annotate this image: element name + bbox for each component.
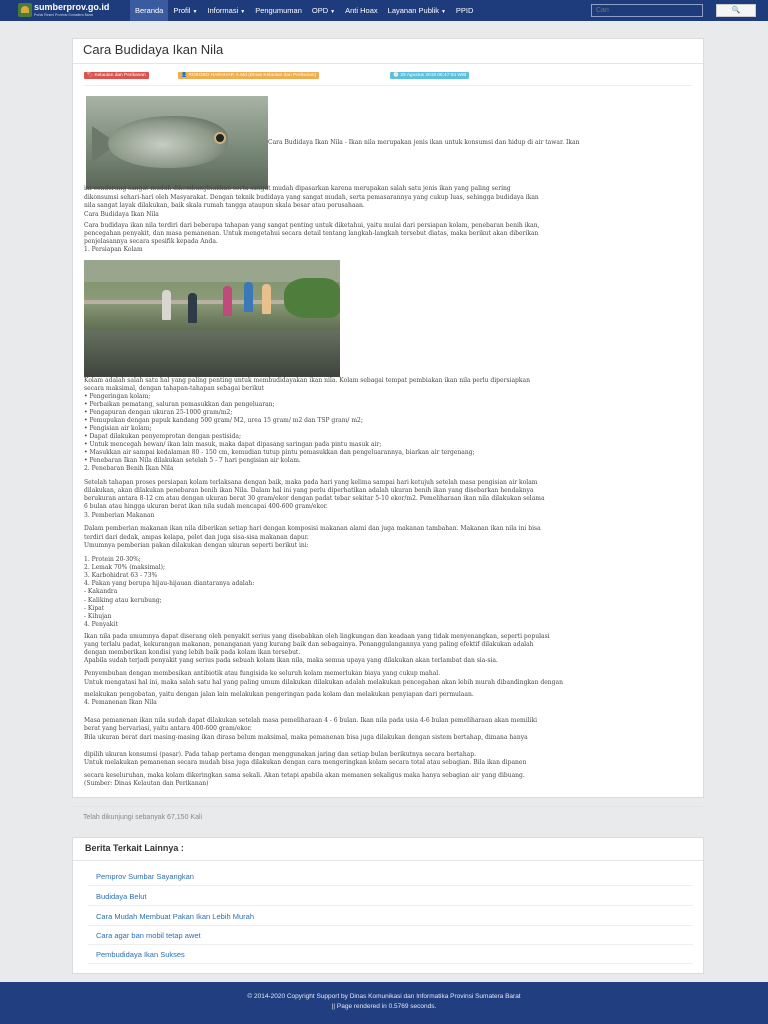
article-line: • Dapat dilakukan penyemprotan dengan pestisida;	[84, 433, 241, 440]
related-news-item[interactable]	[88, 908, 693, 926]
article-line: 2. Lemak 70% (maksimal);	[84, 564, 166, 571]
related-news-link[interactable]: Pemprov Sumbar Sayangkan	[96, 872, 194, 881]
caret-down-icon: ▼	[440, 9, 446, 15]
article-card	[72, 38, 704, 821]
article-line: Dalam pemberian makanan ikan nila diberikan setiap hari dengan komposisi makanan alami dan juga makanan tambahan. Makanan ikan nila ini bisa	[84, 525, 541, 532]
article-line: Setelah tahapan proses persiapan kolam terlaksana dengan baik, maka pada hari yang kelima sampai hari ketujuh setelah masa pengisian air kolam	[84, 479, 538, 486]
article-line: pencegahan penyakit, dan masa pemanenan. Untuk mengetahui secara detail tentang langkah-langkah tersebut diatas, maka berikut akan diberikan	[84, 230, 539, 237]
related-news-item[interactable]	[88, 946, 693, 964]
article-line: • Pemupukan dengan pupuk kandang 500 gram/ M2, urea 15 gram/ m2 dan TSP gram/ m2;	[84, 417, 363, 424]
caret-down-icon: ▼	[240, 9, 246, 15]
article-line: - Kakandra	[84, 588, 118, 595]
photo-person	[244, 282, 253, 312]
nav-item-label: Beranda	[135, 6, 164, 15]
article-line: Untuk melakukan pemanenan secara mudah bisa juga dilakukan dengan cara mengeringkan kolam secara total atau sebagian. Bila ikan dipanen	[84, 759, 527, 766]
province-seal-icon	[18, 3, 32, 17]
site-title: sumberprov.go.id	[34, 2, 110, 12]
article-line: Bila ukuran berat dari masing-masing ikan dirasa belum maksimal, maka pemanenan bisa juga dilakukan dengan sistem bertahap, dimana hanya	[84, 734, 528, 741]
search-icon: 🔍	[731, 7, 741, 14]
article-line: 4. Pakan yang berupa hijau-hijauan diantaranya adalah:	[84, 580, 255, 587]
nav-item-opd[interactable]	[307, 0, 340, 21]
article-line: - Kaliking atau kerubung;	[84, 597, 162, 604]
article-line: • Masukkan air sampai kedalaman 80 - 150 cm, kemudian tutup pintu pemasukkan dan pengeluarannya, biarkan air tergenang;	[84, 449, 475, 456]
article-line: melakukan pengobatan, yaitu dengan jalan lain melakukan pengeringan pada kolam dan melakukan penyiapan dari permulaan.	[84, 691, 474, 698]
article-line: • Pengisian air kolam;	[84, 425, 152, 432]
article-line: Masa pemanenan ikan nila sudah dapat dilakukan setelah masa pemeliharaan 4 - 6 bulan. Ikan nila pada usia 4-6 bulan pemeliharaan akan memiliki	[84, 717, 538, 724]
article-line: 4. Penyakit	[84, 621, 118, 628]
article-intro-line: Cara Budidaya Ikan Nila - Ikan nila merupakan jenis ikan untuk konsumsi dan hidup di air tawar. Ikan	[268, 139, 580, 146]
article-line: nila sangat layak dilakukan, baik skala rumah tangga ataupun skala besar atau perusahaan.	[84, 202, 365, 209]
article-line: ini cenderung sangat mudah dikembangbiakkan serta sangat mudah dipasarkan karena merupakan salah satu jenis ikan yang paling sering	[84, 185, 511, 192]
related-news-item[interactable]	[88, 868, 693, 886]
nav-item-beranda[interactable]	[130, 0, 168, 21]
nav-item-label: PPID	[455, 6, 474, 15]
tag-icon: 🏷	[87, 73, 95, 78]
article-line: (Sumber: Dinas Kelautan dan Perikanan)	[84, 780, 209, 787]
related-news-item[interactable]	[88, 888, 693, 906]
main-nav	[130, 0, 478, 21]
article-line: Cara Budidaya Ikan Nila	[84, 211, 159, 218]
date-badge-label: 29 Agustus 2018 06:47:04 WIB	[400, 73, 467, 78]
footer-copyright: © 2014-2020 Copyright Support by Dinas Komunikasi dan Informatika Provinsi Sumatera Barat	[247, 993, 521, 1000]
article-line: secara keseluruhan, maka kolam dikeringkan sama sekali. Akan tetapi apabila akan memanen sekaligus maka hanya sebagian air yang dibuang.	[84, 772, 525, 779]
category-badge[interactable]	[84, 72, 149, 79]
article-line: 3. Karbohidrat 63 - 73%	[84, 572, 158, 579]
related-news-item[interactable]	[88, 927, 693, 945]
date-badge	[390, 72, 469, 79]
article-line: Penyembuhan dengan membesikan antibiotik atau fungisida ke seluruh kolam memerlukan biaya yang cukup mahal.	[84, 670, 441, 677]
nav-item-layanan-publik[interactable]	[383, 0, 451, 21]
photo-foliage	[284, 278, 340, 318]
photo-person	[162, 290, 171, 320]
divider	[73, 860, 703, 861]
nav-item-label: Anti Hoax	[345, 6, 378, 15]
article-line: 4. Pemanenan Ikan Nila	[84, 699, 157, 706]
fish-eye	[214, 132, 226, 144]
article-line: Cara budidaya ikan nila terdiri dari beberapa tahapan yang sangat penting untuk diketahui, yaitu mulai dari persiapan kolam, penebaran benih ikan,	[84, 222, 540, 229]
article-line: berat yang bervariasi, yaitu antara 400-600 gram/ekor.	[84, 725, 252, 732]
related-news-link[interactable]: Budidaya Belut	[96, 892, 147, 901]
article-line: • Untuk mencegah hewan/ ikan lain masuk, maka dapat dipasang saringan pada pintu masuk air;	[84, 441, 382, 448]
divider	[84, 85, 692, 86]
nav-item-label: OPD	[311, 6, 329, 15]
article-line: berukuran antara 8-12 cm atau dengan ukuran berat 30 gram/ekor dengan padat tebar sekitar 5-10 ekor/m2. Pemeliharaan ikan nila dilakukan selama	[84, 495, 545, 502]
nav-item-anti-hoax[interactable]	[340, 0, 383, 21]
author-badge-label: ROBOBO HARAHAP, A.Md (Dinas Kelautan dan Perikanan)	[188, 73, 317, 78]
search-input[interactable]	[591, 4, 703, 17]
article-line: - Kihujan	[84, 613, 112, 620]
article-line: - Kipat	[84, 605, 105, 612]
caret-down-icon: ▼	[192, 9, 198, 15]
article-line: 3. Pemberian Makanan	[84, 512, 155, 519]
nav-item-label: Layanan Publik	[387, 6, 439, 15]
article-line: • Perbaikan pematang, saluran pemasukkan dan pengeluaran;	[84, 401, 275, 408]
top-navbar	[0, 0, 768, 21]
author-badge	[178, 72, 319, 79]
article-line: 6 bulan atau hingga ukuran berat ikan nila sudah mencapai 400-600 gram/ekor.	[84, 503, 328, 510]
photo-person	[223, 286, 232, 316]
related-news-link[interactable]: Pembudidaya Ikan Sukses	[96, 950, 185, 959]
page-footer	[0, 982, 768, 1024]
category-badge-label: Kelautan dan Perikanan	[94, 73, 146, 78]
photo-person	[262, 284, 271, 314]
divider	[73, 806, 703, 807]
article-line: • Pengapuran dengan ukuran 25-1000 gram/m2;	[84, 409, 233, 416]
article-line: dilakukan, akan dilakukan penebaran benih ikan Nila. Dalam hal ini yang perlu diperhatikan adalah ukuran benih ikan yang disebarkan hendaknya	[84, 487, 534, 494]
article-line: Apabila sudah terjadi penyakit yang serius pada sebuah kolam ikan nila, maka semua upaya yang dilakukan akan terlambat dan sia-sia.	[84, 657, 498, 664]
article-line: secara maksimal, dengan tahapan-tahapan sebagai berikut	[84, 385, 265, 392]
divider	[73, 63, 703, 64]
visit-counter: Telah dikunjungi sebanyak 67,150 Kali	[83, 814, 203, 821]
photo-pond-water	[84, 330, 340, 377]
photo-person	[188, 293, 197, 323]
article-line: yang terlalu padat, kekurangan makanan, penanganan yang kurang baik dan sebagainya. Penanggulangannya yang paling efektif dilakukan adalah	[84, 641, 534, 648]
fish-body	[108, 116, 228, 168]
article-title: Cara Budidaya Ikan Nila	[83, 42, 224, 57]
article-line: 1. Protein 20-30%;	[84, 556, 141, 563]
related-news-heading: Berita Terkait Lainnya :	[85, 843, 184, 853]
article-line: 1. Persiapan Kolam	[84, 246, 143, 253]
user-icon: 👤	[181, 73, 189, 78]
article-line: • Penebaran Ikan Nila dilakukan setelah 5 - 7 hari pengisian air kolam.	[84, 457, 301, 464]
nav-item-label: Profil	[173, 6, 191, 15]
nav-item-label: Pengumuman	[255, 6, 302, 15]
article-line: Untuk mengatasi hal ini, maka salah satu hal yang paling umum dilakukan dilakukan adalah melakukan pencegahan akan lebih murah dibandingkan dengan	[84, 679, 563, 686]
nav-item-profil[interactable]	[168, 0, 202, 21]
article-line: Kolam adalah salah satu hal yang paling penting untuk membudidayakan ikan nila. Kolam sebagai tempat pembiakan ikan nila perlu dipersiapkan	[84, 377, 530, 384]
article-line: • Pengeringan kolam;	[84, 393, 151, 400]
article-line: dikonsumsi sehari-hari oleh Masyarakat. Dengan teknik budidaya yang sangat mudah, serta pemasarannya yang cukup luas, sehingga budidaya ikan	[84, 194, 539, 201]
related-news-card	[72, 837, 704, 974]
article-line: Umumnya pemberian pakan dilakukan dengan ukuran seperti berikut ini:	[84, 542, 309, 549]
site-subtitle: Portal Resmi Provinsi Sumatera Barat	[34, 13, 93, 17]
fish-pond-photo	[84, 260, 340, 377]
article-line: penjelasannya secara spesifik kepada Anda.	[84, 238, 218, 245]
article-line: dengan memberikan kondisi yang lebih baik pada kolam ikan tersebut.	[84, 649, 301, 656]
caret-down-icon: ▼	[330, 9, 336, 15]
article-line: terdiri dari dedak, ampas kelapa, pelet dan juga sisa-sisa makanan dapur.	[84, 534, 309, 541]
related-news-link[interactable]: Cara Mudah Membuat Pakan Ikan Lebih Murah	[96, 912, 255, 921]
nav-item-ppid[interactable]	[451, 0, 479, 21]
footer-render-time: || Page rendered in 0.5769 seconds.	[331, 1003, 437, 1010]
nav-item-pengumuman[interactable]	[250, 0, 307, 21]
article-line: 2. Penebaran Benih Ikan Nila	[84, 465, 174, 472]
clock-icon: 🕒	[393, 73, 401, 78]
nav-item-informasi[interactable]	[202, 0, 250, 21]
search-button[interactable]	[716, 4, 756, 17]
article-line: Ikan nila pada umumnya dapat diserang oleh penyakit serius yang disebabkan oleh lingkungan dan keadaan yang tidak menyenangkan, seperti populasi	[84, 633, 550, 640]
article-line: dipilih ukuran konsumsi (pasar). Pada tahap pertama dengan menggunakan jaring dan setiap bulan berikutnya secara bertahap.	[84, 751, 477, 758]
tilapia-fish-image	[86, 96, 268, 189]
nav-item-label: Informasi	[207, 6, 239, 15]
related-news-link[interactable]: Cara agar ban mobil tetap awet	[96, 931, 201, 940]
